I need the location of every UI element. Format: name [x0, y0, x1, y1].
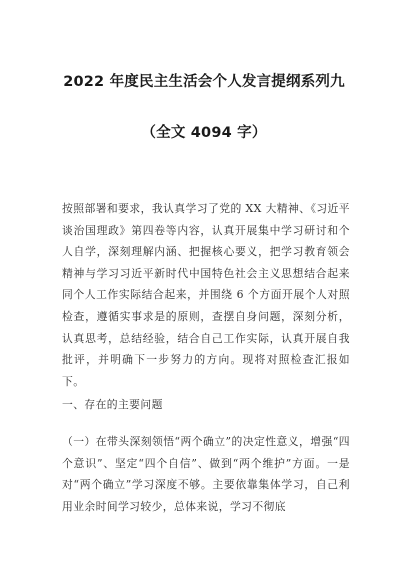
intro-paragraph: 按照部署和要求，我认真学习了党的 XX 大精神、《习近平谈治国理政》第四卷等内容，认真开展集中学习研讨和个人自学，深刻理解内涵、把握核心要义，把学习教育领会精神与学习习近平新时代中国特色社会主义思想结合起来同个人工作实际结合起来，并围绕 6 个方面开展个人对照检查，遵循实事求是的原则，查摆自身问题，深刻分析，认真思考，总结经验，结合自己工作实际，认真开展自我批评，并明确下一步努力的方向。现将对照检查汇报如下。 — [62, 202, 350, 388]
section-paragraph: （一）在带头深刻领悟“两个确立”的决定性意义，增强“四个意识”、坚定“四个自信”、做到“两个维护”方面。一是对“两个确立”学习深度不够。主要依靠集体学习，自己利用业余时间学习较少，总体来说，学习不彻底 — [62, 435, 350, 513]
document-title: 2022 年度民主生活会个人发言提纲系列九 — [63, 74, 345, 90]
section-heading: 一、存在的主要问题 — [62, 398, 163, 411]
document-subtitle: （全文 4094 字） — [141, 125, 267, 141]
